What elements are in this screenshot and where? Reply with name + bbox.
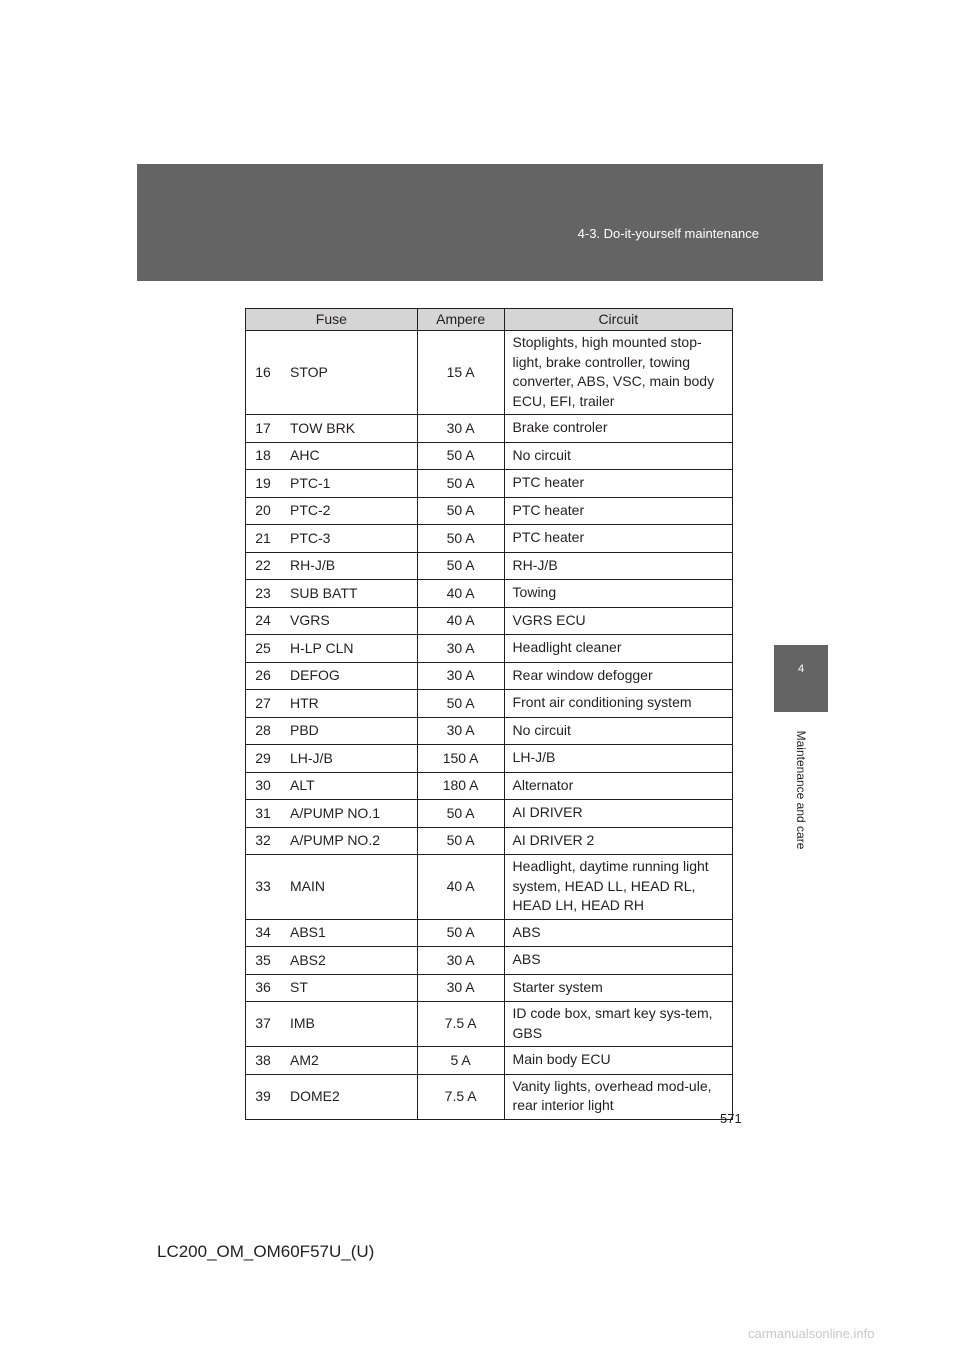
table-row [246,974,733,1002]
table-row [246,1074,733,1119]
fuse-number: 17 [255,419,271,436]
fuse-name: RH-J/B [290,557,336,573]
table-row [246,635,733,663]
fuse-number: 29 [255,749,271,766]
fuse-name: A/PUMP NO.1 [290,804,380,821]
fuse-cell [246,442,418,470]
fuse-number: 20 [255,502,271,518]
fuse-cell [246,947,418,975]
circuit-cell: Headlight, daytime running light system, HEAD LL, HEAD RL, HEAD LH, HEAD RH [504,855,732,920]
ampere-cell: 50 A [417,497,504,525]
circuit-cell: ABS [504,919,732,947]
ampere-cell: 50 A [417,919,504,947]
table-row [246,525,733,553]
fuse-number: 32 [255,832,271,848]
circuit-cell: Starter system [504,974,732,1002]
ampere-cell: 40 A [417,607,504,635]
circuit-cell: ABS [504,947,732,975]
ampere-cell: 30 A [417,415,504,443]
fuse-name: IMB [290,1015,315,1032]
table-row [246,717,733,745]
table-row [246,919,733,947]
circuit-cell: Front air conditioning system [504,690,732,718]
fuse-cell [246,919,418,947]
fuse-cell [246,690,418,718]
header-band [137,164,823,281]
ampere-cell: 50 A [417,800,504,828]
fuse-cell [246,855,418,920]
fuse-number: 22 [255,557,271,573]
circuit-cell: PTC heater [504,470,732,498]
fuse-cell [246,635,418,663]
fuse-name: ALT [290,777,315,793]
circuit-cell: PTC heater [504,497,732,525]
fuse-number: 28 [255,722,271,738]
fuse-number: 19 [255,474,271,491]
ampere-cell: 7.5 A [417,1002,504,1047]
fuse-cell [246,1002,418,1047]
table-header-row [246,309,733,331]
circuit-cell: AI DRIVER 2 [504,827,732,855]
table-row [246,827,733,855]
fuse-number: 33 [255,878,271,894]
table-row [246,772,733,800]
fuse-name: LH-J/B [290,749,333,766]
fuse-cell [246,331,418,415]
fuse-name: ABS2 [290,951,326,968]
ampere-cell: 15 A [417,331,504,415]
table-row [246,745,733,773]
fuse-name: MAIN [290,878,325,894]
ampere-cell: 40 A [417,580,504,608]
fuse-name: PTC-3 [290,529,331,546]
fuse-cell [246,827,418,855]
page-number: 571 [720,1111,742,1126]
ampere-cell: 180 A [417,772,504,800]
fuse-cell [246,800,418,828]
fuse-cell [246,525,418,553]
fuse-cell [246,662,418,690]
circuit-cell: AI DRIVER [504,800,732,828]
ampere-cell: 5 A [417,1047,504,1075]
fuse-name: PBD [290,722,319,738]
ampere-cell: 30 A [417,947,504,975]
fuse-number: 18 [255,447,271,463]
fuse-name: A/PUMP NO.2 [290,832,380,848]
fuse-name: H-LP CLN [290,639,354,656]
ampere-cell: 50 A [417,552,504,580]
table-row [246,690,733,718]
fuse-name: ABS1 [290,924,326,940]
ampere-cell: 30 A [417,717,504,745]
table-row [246,497,733,525]
ampere-cell: 50 A [417,827,504,855]
table-row [246,662,733,690]
fuse-cell [246,497,418,525]
circuit-cell: Alternator [504,772,732,800]
fuse-name: AHC [290,447,320,463]
table-row [246,331,733,415]
fuse-name: HTR [290,694,319,711]
fuse-cell [246,415,418,443]
fuse-name: VGRS [290,612,330,628]
chapter-label: Maintenance and care [794,730,808,850]
table-row [246,470,733,498]
fuse-cell [246,552,418,580]
ampere-cell: 50 A [417,442,504,470]
circuit-cell: ID code box, smart key sys-tem, GBS [504,1002,732,1047]
fuse-number: 31 [255,804,271,821]
fuse-name: STOP [290,363,328,380]
table-row [246,1002,733,1047]
fuse-cell [246,717,418,745]
table-row [246,1047,733,1075]
fuse-number: 24 [255,612,271,628]
section-title: 4-3. Do-it-yourself maintenance [577,226,759,241]
fuse-cell [246,470,418,498]
circuit-cell: Headlight cleaner [504,635,732,663]
table-row [246,607,733,635]
table-row [246,800,733,828]
circuit-cell: Stoplights, high mounted stop-light, brake controller, towing converter, ABS, VSC, main body ECU, EFI, trailer [504,331,732,415]
circuit-cell: PTC heater [504,525,732,553]
fuse-number: 25 [255,639,271,656]
fuse-cell [246,772,418,800]
fuse-cell [246,580,418,608]
chapter-tab [774,645,828,712]
circuit-cell: Towing [504,580,732,608]
fuse-name: DOME2 [290,1087,340,1104]
circuit-cell: Rear window defogger [504,662,732,690]
circuit-cell: LH-J/B [504,745,732,773]
column-header-ampere: Ampere [417,309,504,331]
fuse-table-body [246,331,733,1120]
fuse-number: 35 [255,951,271,968]
circuit-cell: Main body ECU [504,1047,732,1075]
column-header-fuse: Fuse [246,309,418,331]
fuse-cell [246,974,418,1002]
fuse-number: 16 [255,363,271,380]
table-row [246,947,733,975]
fuse-number: 38 [255,1051,271,1068]
fuse-number: 30 [255,777,271,793]
fuse-number: 36 [255,979,271,995]
fuse-cell [246,745,418,773]
circuit-cell: No circuit [504,717,732,745]
table-row [246,415,733,443]
ampere-cell: 50 A [417,525,504,553]
ampere-cell: 50 A [417,690,504,718]
table-row [246,552,733,580]
circuit-cell: No circuit [504,442,732,470]
fuse-name: DEFOG [290,667,340,683]
fuse-cell [246,607,418,635]
fuse-name: ST [290,979,308,995]
ampere-cell: 150 A [417,745,504,773]
circuit-cell: Brake controler [504,415,732,443]
fuse-cell [246,1047,418,1075]
watermark: carmanualsonline.info [748,1326,875,1341]
fuse-name: SUB BATT [290,584,358,601]
document-code: LC200_OM_OM60F57U_(U) [157,1242,375,1261]
fuse-table [245,308,733,1120]
table-row [246,580,733,608]
fuse-number: 37 [255,1015,271,1032]
fuse-name: TOW BRK [290,419,356,436]
ampere-cell: 30 A [417,635,504,663]
chapter-number: 4 [797,663,805,675]
fuse-number: 21 [255,529,271,546]
column-header-circuit: Circuit [504,309,732,331]
fuse-name: PTC-2 [290,502,331,518]
fuse-name: PTC-1 [290,474,331,491]
ampere-cell: 7.5 A [417,1074,504,1119]
circuit-cell: Vanity lights, overhead mod-ule, rear interior light [504,1074,732,1119]
fuse-cell [246,1074,418,1119]
fuse-number: 27 [255,694,271,711]
circuit-cell: RH-J/B [504,552,732,580]
ampere-cell: 40 A [417,855,504,920]
fuse-name: AM2 [290,1051,319,1068]
fuse-number: 34 [255,924,271,940]
fuse-number: 23 [255,584,271,601]
ampere-cell: 50 A [417,470,504,498]
table-row [246,855,733,920]
table-row [246,442,733,470]
ampere-cell: 30 A [417,662,504,690]
ampere-cell: 30 A [417,974,504,1002]
circuit-cell: VGRS ECU [504,607,732,635]
fuse-number: 39 [255,1087,271,1104]
fuse-number: 26 [255,667,271,683]
